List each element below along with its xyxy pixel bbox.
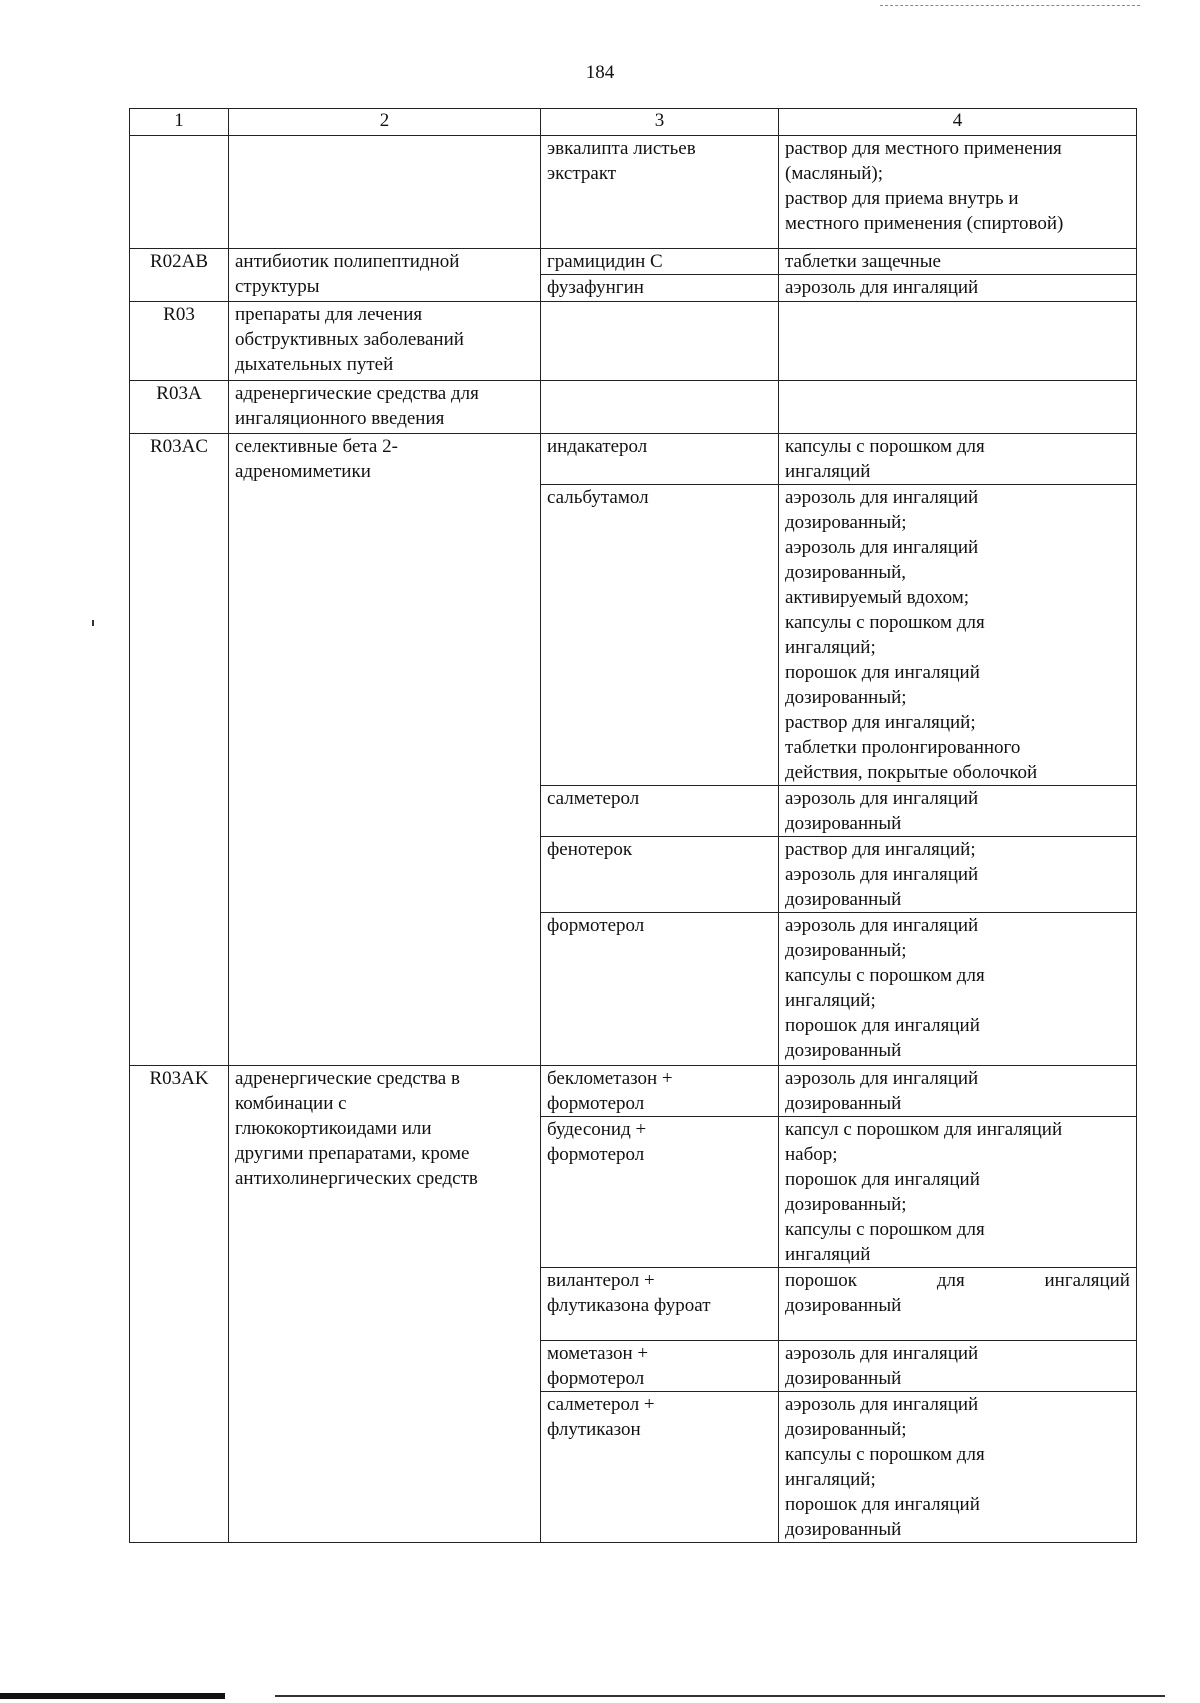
group-name-line: препараты для лечения <box>235 304 423 325</box>
drug-name-line: беклометазон + <box>547 1068 673 1089</box>
dosage-form-cell <box>779 381 1137 434</box>
dosage-form-line: таблетки пролонгированного <box>785 737 1021 758</box>
dosage-form-line: дозированный, <box>785 562 907 583</box>
table-row <box>130 136 1137 249</box>
drug-name-line: грамицидин С <box>547 251 663 272</box>
dosage-form-line: аэрозоль для ингаляций <box>785 537 979 558</box>
table-row <box>130 302 1137 381</box>
dosage-form-line: капсулы с порошком для <box>785 612 985 633</box>
dosage-form-line: капсулы с порошком для <box>785 436 985 457</box>
dosage-form-line: таблетки защечные <box>785 251 941 272</box>
column-header: 3 <box>541 109 779 136</box>
table-row <box>130 1066 1137 1117</box>
dosage-form-line: раствор для местного применения <box>785 138 1062 159</box>
dosage-form-line: ингаляций; <box>785 637 876 658</box>
group-name-line: селективные бета 2- <box>235 436 398 457</box>
dosage-form-line: ингаляций; <box>785 1469 876 1490</box>
drug-name-line: индакатерол <box>547 436 648 457</box>
drug-name-cell <box>541 302 779 381</box>
dosage-form-cell <box>779 837 1137 913</box>
dosage-form-line: порошок для ингаляций <box>785 1015 980 1036</box>
drug-name-cell <box>541 249 779 275</box>
drug-name-line: экстракт <box>547 163 617 184</box>
dosage-form-line: аэрозоль для ингаляций <box>785 1068 979 1089</box>
group-name-line: адренергические средства в <box>235 1068 460 1089</box>
scan-artifact-dot <box>92 620 94 626</box>
dosage-form-line: ингаляций <box>785 1244 871 1265</box>
dosage-form-line: дозированный <box>785 1093 902 1114</box>
group-name-line: адреномиметики <box>235 461 371 482</box>
group-name-line: комбинации с <box>235 1093 347 1114</box>
dosage-form-line: дозированный <box>785 1368 902 1389</box>
dosage-form-line: аэрозоль для ингаляций <box>785 1394 979 1415</box>
scan-artifact-bottom-left <box>0 1693 225 1699</box>
dosage-form-line: (масляный); <box>785 163 884 184</box>
atc-code-cell: R02AB <box>130 249 229 302</box>
drug-name-cell <box>541 1392 779 1543</box>
drug-name-line: салметерол <box>547 788 640 809</box>
drug-name-cell <box>541 381 779 434</box>
dosage-form-line: набор; <box>785 1144 838 1165</box>
dosage-form-cell <box>779 302 1137 381</box>
dosage-form-line: аэрозоль для ингаляций <box>785 277 979 298</box>
drug-name-line: фузафунгин <box>547 277 644 298</box>
drug-name-line: формотерол <box>547 1093 645 1114</box>
group-name-line: антихолинергических средств <box>235 1168 478 1189</box>
drug-name-cell <box>541 434 779 485</box>
dosage-form-line: капсулы с порошком для <box>785 965 985 986</box>
dosage-form-line: дозированный <box>785 1295 902 1316</box>
dosage-form-line: аэрозоль для ингаляций <box>785 1343 979 1364</box>
dosage-form-line: действия, покрытые оболочкой <box>785 762 1038 783</box>
drug-group-cell <box>229 302 541 381</box>
dosage-form-line: дозированный <box>785 813 902 834</box>
drug-name-line: сальбутамол <box>547 487 649 508</box>
drug-name-cell <box>541 1066 779 1117</box>
drug-name-cell <box>541 136 779 249</box>
dosage-form-word: для <box>936 1270 965 1291</box>
dosage-form-line: раствор для приема внутрь и <box>785 188 1019 209</box>
drug-name-cell <box>541 786 779 837</box>
drug-name-line: формотерол <box>547 915 645 936</box>
dosage-form-cell <box>779 275 1137 302</box>
drug-name-line: флутиказона фуроат <box>547 1295 711 1316</box>
drug-table <box>129 108 1137 1543</box>
dosage-form-line: порошок для ингаляций <box>785 1169 980 1190</box>
atc-code-cell <box>130 136 229 249</box>
drug-name-cell <box>541 1117 779 1268</box>
dosage-form-line: аэрозоль для ингаляций <box>785 788 979 809</box>
dosage-form-line: раствор для ингаляций; <box>785 839 976 860</box>
dosage-form-line: дозированный <box>785 1040 902 1061</box>
drug-group-cell <box>229 1066 541 1543</box>
dosage-form-line: капсулы с порошком для <box>785 1444 985 1465</box>
table-row <box>130 434 1137 485</box>
column-header: 4 <box>779 109 1137 136</box>
page-number: 184 <box>585 62 615 83</box>
drug-name-line: мометазон + <box>547 1343 649 1364</box>
group-name-line: другими препаратами, кроме <box>235 1143 470 1164</box>
group-name-line: структуры <box>235 276 320 297</box>
dosage-form-line: аэрозоль для ингаляций <box>785 487 979 508</box>
dosage-form-line: дозированный; <box>785 1419 907 1440</box>
dosage-form-line: капсул с порошком для ингаляций <box>785 1119 1063 1140</box>
dosage-form-line: аэрозоль для ингаляций <box>785 864 979 885</box>
drug-name-cell <box>541 1268 779 1341</box>
scan-artifact-bottom-right <box>275 1695 1165 1697</box>
drug-name-line: вилантерол + <box>547 1270 655 1291</box>
drug-name-line: флутиказон <box>547 1419 641 1440</box>
dosage-form-line: ингаляций <box>785 461 871 482</box>
drug-name-cell <box>541 275 779 302</box>
drug-name-cell <box>541 837 779 913</box>
dosage-form-line: аэрозоль для ингаляций <box>785 915 979 936</box>
dosage-form-cell <box>779 249 1137 275</box>
dosage-form-word: ингаляций <box>1044 1270 1130 1291</box>
column-header: 2 <box>229 109 541 136</box>
drug-name-cell <box>541 913 779 1066</box>
drug-name-line: салметерол + <box>547 1394 655 1415</box>
dosage-form-line: дозированный <box>785 889 902 910</box>
group-name-line: антибиотик полипептидной <box>235 251 460 272</box>
drug-group-cell <box>229 249 541 302</box>
drug-name-line: фенотерок <box>547 839 633 860</box>
table-row <box>130 381 1137 434</box>
dosage-form-line: дозированный; <box>785 1194 907 1215</box>
dosage-form-line: местного применения (спиртовой) <box>785 213 1064 234</box>
group-name-line: адренергические средства для <box>235 383 479 404</box>
atc-code-cell: R03AK <box>130 1066 229 1543</box>
dosage-form-cell <box>779 786 1137 837</box>
dosage-form-line: порошок для ингаляций <box>785 1494 980 1515</box>
drug-name-line: эвкалипта листьев <box>547 138 696 159</box>
atc-code-cell: R03A <box>130 381 229 434</box>
dosage-form-line: дозированный; <box>785 940 907 961</box>
table-row <box>130 249 1137 275</box>
dosage-form-word: порошок <box>785 1270 858 1291</box>
dosage-form-cell <box>779 136 1137 249</box>
dosage-form-cell <box>779 485 1137 786</box>
dosage-form-line: дозированный; <box>785 687 907 708</box>
dosage-form-cell <box>779 913 1137 1066</box>
drug-group-cell <box>229 136 541 249</box>
atc-code-cell: R03 <box>130 302 229 381</box>
dosage-form-line: капсулы с порошком для <box>785 1219 985 1240</box>
group-name-line: ингаляционного введения <box>235 408 445 429</box>
drug-group-cell <box>229 434 541 1066</box>
dosage-form-cell <box>779 1341 1137 1392</box>
dosage-form-line: активируемый вдохом; <box>785 587 970 608</box>
dosage-form-line <box>785 1268 1130 1293</box>
scan-artifact-top <box>880 5 1140 8</box>
dosage-form-line: дозированный <box>785 1519 902 1540</box>
drug-name-cell <box>541 1341 779 1392</box>
dosage-form-line: раствор для ингаляций; <box>785 712 976 733</box>
drug-name-line: будесонид + <box>547 1119 647 1140</box>
dosage-form-cell <box>779 434 1137 485</box>
drug-name-line: формотерол <box>547 1144 645 1165</box>
group-name-line: дыхательных путей <box>235 354 394 375</box>
dosage-form-line: дозированный; <box>785 512 907 533</box>
atc-code-cell: R03AC <box>130 434 229 1066</box>
drug-group-cell <box>229 381 541 434</box>
dosage-form-line: ингаляций; <box>785 990 876 1011</box>
group-name-line: обструктивных заболеваний <box>235 329 464 350</box>
dosage-form-line: порошок для ингаляций <box>785 662 980 683</box>
column-header: 1 <box>130 109 229 136</box>
table-header-row <box>130 109 1137 136</box>
drug-name-cell <box>541 485 779 786</box>
dosage-form-cell <box>779 1066 1137 1117</box>
dosage-form-cell <box>779 1117 1137 1268</box>
drug-name-line: формотерол <box>547 1368 645 1389</box>
dosage-form-cell <box>779 1392 1137 1543</box>
dosage-form-cell <box>779 1268 1137 1341</box>
group-name-line: глюкокортикоидами или <box>235 1118 432 1139</box>
